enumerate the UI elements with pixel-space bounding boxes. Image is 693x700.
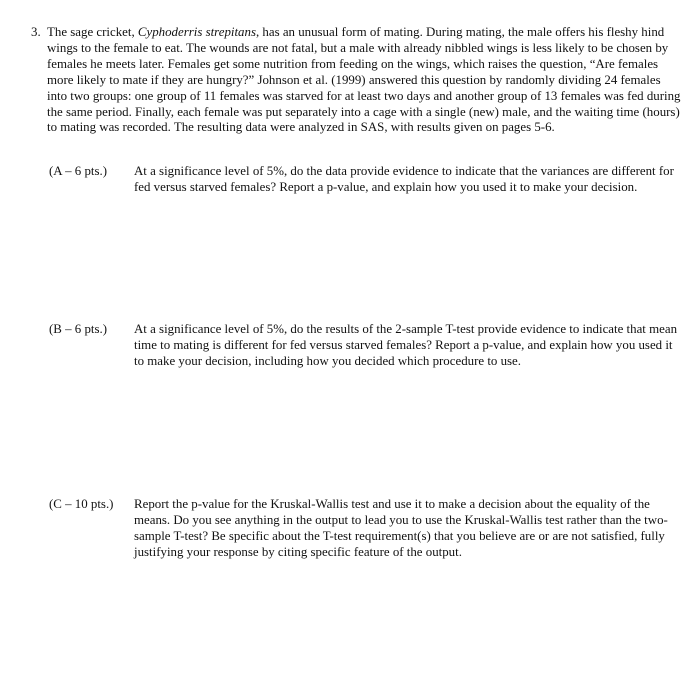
question-3 bbox=[31, 25, 681, 136]
part-b-text: At a significance level of 5%, do the results of the 2-sample T-test provide evidence to indicate that mean time to mating is different for fed versus starved females? Report a p-value, and explain how you used it to make your decision, including how you decided which procedure to use. bbox=[134, 322, 678, 368]
part-a bbox=[49, 164, 681, 196]
part-c-label: (C – 10 pts.) bbox=[49, 497, 114, 511]
intro-text-rest: , has an unusual form of mating. During mating, the male offers his fleshy hind wings to the female to eat. The wounds are not fatal, but a male with already nibbled wings is less likely to be chosen by females he meets later. Females get some nutrition from feeding on the wings, which raises the question, “Are females more likely to mate if they are hungry?” Johnson et al. (1999) answered this question by randomly dividing 24 females into two groups: one group of 11 females was starved for at least two days and another group of 13 females was fed during the same period. Finally, each female was put separately into a cage with a single (new) male, and the waiting time (hours) to mating was recorded. The resulting data were analyzed in SAS, with results given on pages 5-6. bbox=[47, 25, 681, 135]
part-b-label: (B – 6 pts.) bbox=[49, 322, 108, 336]
part-a-label: (A – 6 pts.) bbox=[49, 164, 108, 178]
part-c bbox=[49, 497, 681, 561]
species-name: Cyphoderris strepitans bbox=[137, 25, 256, 39]
part-c-text: Report the p-value for the Kruskal-Wallis test and use it to make a decision about the equality of the means. Do you see anything in the output to lead you to use the Kruskal-Wallis test rather than the two-sample T-test? Be specific about the T-test requirement(s) that you believe are or are not satisfied, fully justifying your response by citing specific feature of the output. bbox=[134, 497, 668, 559]
part-a-text: At a significance level of 5%, do the data provide evidence to indicate that the variances are different for fed versus starved females? Report a p-value, and explain how you used it to make your decision. bbox=[134, 164, 674, 194]
intro-text-start: The sage cricket, bbox=[47, 25, 138, 39]
part-b bbox=[49, 322, 681, 370]
question-number: 3. bbox=[31, 25, 41, 39]
question-intro bbox=[47, 25, 681, 136]
